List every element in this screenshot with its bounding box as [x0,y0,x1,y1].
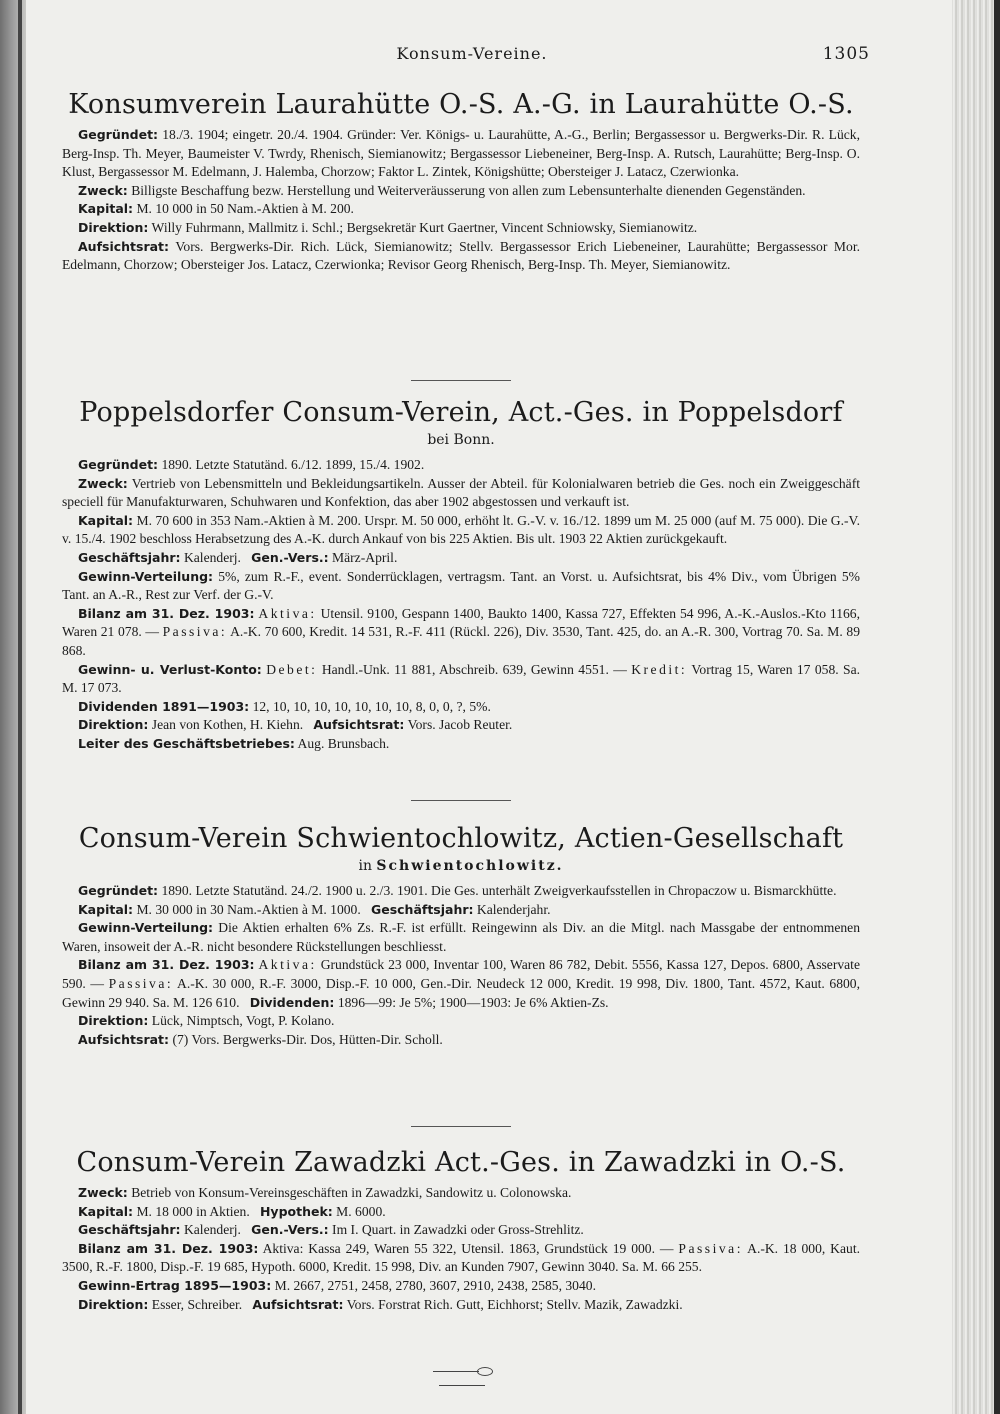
field-text: 1890. Letzte Statutänd. 6./12. 1899, 15./4. 1902. [158,457,425,472]
entry-title: Konsumverein Laurahütte O.-S. A.-G. in Laurahütte O.-S. [68,89,854,120]
entry-paragraph [62,698,860,717]
entry-title: Consum-Verein Schwientochlowitz, Actien-Gesellschaft [78,823,844,854]
field-text: Aug. Brunsbach. [294,735,390,751]
field-label: Geschäftsjahr: [370,901,474,917]
ornament-line [433,1371,479,1372]
page-edge-stack [952,0,1000,1414]
entry-paragraph [62,716,860,735]
field-text: Vors. Bergwerks-Dir. Rich. Lück, Siemianowitz; Stellv. Bergassessor Erich Liebeneiner, Laurahütte; Bergassessor Mor. Edelmann, Chorzow; Obersteiger Jos. Latacz, Czerwionka; Revisor Georg Rhenisch, Berg-Insp. Th. Meyer, Siemianowitz. [62,238,860,273]
field-label: Geschäftsjahr: [78,549,181,565]
field-text: Willy Fuhrmann, Mallmitz i. Schl.; Bergsekretär Kurt Gaertner, Vincent Schniowsky, Siemianowitz. [148,219,698,235]
entry-paragraph [62,219,860,238]
field-label: Gegründet: [78,883,159,898]
field-label: Gewinn-Ertrag 1895—1903: [78,1277,272,1293]
ornament-dot [477,1367,493,1376]
field-text: 1890. Letzte Statutänd. 24./2. 1900 u. 2./3. 1901. Die Ges. unterhält Zweigverkaufsstellen in Chropaczow u. Bismarckhütte. [158,883,837,898]
field-spaced: Aktiva: [258,605,317,621]
subtitle-place: Schwientochlowitz. [376,858,564,874]
entry-paragraph [62,549,860,568]
entry-laurahuette [62,88,860,275]
entry-subtitle: bei Bonn. [427,432,495,448]
field-spaced: Passiva: [162,624,228,640]
field-text: Kalenderj. [180,1222,241,1238]
field-text: 12, 10, 10, 10, 10, 10, 10, 10, 8, 0, 0, ?, 5%. [249,698,491,714]
entry-paragraph [62,1184,860,1203]
field-text: M. 2667, 2751, 2458, 2780, 3607, 2910, 2438, 2585, 3040. [271,1277,596,1293]
field-spaced: Passiva: [678,1240,743,1256]
entry-paragraph [62,956,860,1012]
field-label: Direktion: [78,219,149,235]
field-label: Kapital: [78,1203,134,1219]
entry-zawadzki [62,1146,860,1314]
field-label: Gewinn-Verteilung: [78,568,214,584]
field-label: Bilanz am 31. Dez. 1903: [78,1240,259,1256]
end-ornament [427,1364,497,1392]
field-label: Geschäftsjahr: [78,1222,181,1238]
section-divider [411,800,511,801]
section-divider [411,380,511,381]
field-text: Grundstück 23 000, Inventar 100, Waren 86 782, Debit. 5556, Kassa 127, Depos. 6800, Asservate 590. — [62,957,860,991]
entry-paragraph [62,182,860,201]
field-text: Vertrieb von Lebensmitteln und Bekleidungsartikeln. Ausser der Abteil. für Kolonialwaren betrieb die Ges. noch ein Zweiggeschäft speciell für Manufakturwaren, Schuhwaren und Konfektion, das aber 1902 abgestossen und verkauft ist. [62,475,860,510]
entry-paragraph [62,456,860,475]
field-text: (7) Vors. Bergwerks-Dir. Dos, Hütten-Dir. Scholl. [169,1031,443,1047]
entry-title: Consum-Verein Zawadzki Act.-Ges. in Zawadzki in O.-S. [76,1147,846,1178]
field-label: Zweck: [78,475,128,491]
field-text: Aktiva: Kassa 249, Waren 55 322, Utensil. 1863, Grundstück 19 000. — [258,1240,679,1256]
entry-paragraph [62,1277,860,1296]
field-text: M. 18 000 in Aktien. [133,1203,250,1219]
field-text: A.-K. 30 000, R.-F. 3000, Disp.-F. 10 000, Gen.-Dir. Neudeck 12 000, Kredit. 19 998, Div. 1800, Tant. 4572, Kaut. 6800, Gewinn 29 940. Sa. M. 126 610. [62,975,860,1010]
field-label: Bilanz am 31. Dez. 1903: [78,957,255,973]
field-text: M. 10 000 in 50 Nam.-Aktien à M. 200. [133,201,354,217]
field-label: Dividenden 1891—1903: [78,698,250,714]
field-label: Kapital: [78,201,134,217]
entry-paragraph [62,200,860,219]
field-spaced: Kredit: [631,661,688,677]
field-label: Gen.-Vers.: [251,1222,329,1238]
section-divider [411,1126,511,1127]
field-text: Vors. Jacob Reuter. [404,717,513,733]
field-label: Zweck: [78,1185,128,1200]
field-text: März-April. [328,549,398,565]
field-text: Lück, Nimptsch, Vogt, P. Kolano. [148,1013,335,1029]
entry-paragraph [62,1240,860,1277]
entry-paragraph [62,661,860,698]
field-label: Bilanz am 31. Dez. 1903: [78,605,255,621]
field-spaced: Passiva: [108,975,174,991]
field-label: Aufsichtsrat: [313,717,405,733]
entry-paragraph [62,126,860,182]
field-text: Die Aktien erhalten 6% Zs. R.-F. ist erfüllt. Reingewinn als Div. an die Mitgl. nach Massgabe der entnommenen Waren, insoweit der A.-R. nicht besondere Rückstellungen beschliesst. [62,920,860,954]
ornament-line [439,1385,485,1386]
entry-paragraph [62,882,860,901]
field-label: Hypothek: [259,1203,333,1219]
field-label: Gegründet: [78,457,159,472]
field-label: Gen.-Vers.: [251,549,329,565]
entry-paragraph [62,605,860,661]
page-binding-shadow [0,0,26,1414]
entry-paragraph [62,1031,860,1050]
field-label: Aufsichtsrat: [252,1296,344,1312]
field-text: Kalenderjahr. [473,901,551,917]
field-text: M. 6000. [332,1203,386,1219]
field-text: Betrieb von Konsum-Vereinsgeschäften in Zawadzki, Sandowitz u. Colonowska. [127,1185,572,1200]
field-text: Im I. Quart. in Zawadzki oder Gross-Strehlitz. [328,1222,584,1238]
entry-title: Poppelsdorfer Consum-Verein, Act.-Ges. in Poppelsdorf [79,397,843,428]
entry-schwientochlowitz [62,822,860,1049]
field-label: Direktion: [78,717,149,733]
field-text: Kalenderj. [180,549,241,565]
page-header [62,44,870,68]
field-label: Leiter des Geschäftsbetriebes: [78,735,295,751]
field-label: Kapital: [78,512,134,528]
entry-paragraph [62,238,860,275]
field-label: Gewinn- u. Verlust-Konto: [78,661,262,677]
field-text: A.-K. 70 600, Kredit. 14 531, R.-F. 411 (Rückl. 226), Div. 3530, Tant. 425, do. an A.-R. 300, Vortrag 70. Sa. M. 89 868. [62,624,860,658]
entry-subtitle [62,856,860,876]
field-text: Billigste Beschaffung bezw. Herstellung und Weiterveräusserung von allen zum Lebensunterhalte dienenden Gegenständen. [127,182,806,198]
page-binding-edge [18,0,22,1414]
field-label: Aufsichtsrat: [78,1031,170,1047]
field-label: Aufsichtsrat: [78,238,170,254]
entry-poppelsdorf [62,396,860,754]
page-edge-dark [994,0,1000,1414]
field-text: Vors. Forstrat Rich. Gutt, Eichhorst; Stellv. Mazik, Zawadzki. [343,1296,683,1312]
field-text: Handl.-Unk. 11 881, Abschreib. 639, Gewinn 4551. — [317,661,632,677]
field-text: Esser, Schreiber. [148,1296,243,1312]
field-spaced: Aktiva: [258,957,317,973]
field-text: A.-K. 18 000, Kaut. 3500, R.-F. 1800, Disp.-F. 19 685, Hypoth. 6000, Kredit. 15 998, Div. an Kunden 7907, Gewinn 3040. Sa. M. 66 255. [62,1240,861,1275]
page-number: 1305 [822,44,870,64]
field-spaced: Debet: [266,661,318,677]
entry-paragraph [62,1203,860,1222]
field-label: Direktion: [78,1013,149,1029]
entry-paragraph [62,568,860,605]
entry-paragraph [62,901,860,920]
field-text: 1896—99: Je 5%; 1900—1903: Je 6% Aktien-Zs. [334,994,609,1010]
entry-paragraph [62,512,860,549]
field-text: M. 70 600 in 353 Nam.-Aktien à M. 200. Urspr. M. 50 000, erhöht lt. G.-V. v. 16./12. 1899 um M. 25 000 (auf M. 75 000). Die G.-V. v. 15./4. 1902 beschloss Herabsetzung des A.-K. durch Ankauf von bis 225 Aktien. Bis ult. 1903 22 Aktien zurückgekauft. [62,512,860,547]
field-text: 18./3. 1904; eingetr. 20./4. 1904. Gründer: Ver. Königs- u. Laurahütte, A.-G., Berlin; Bergassessor u. Bergwerks-Dir. R. Lück, Berg-Insp. Th. Meyer, Baumeister V. Twrdy, Rhenisch, Siemianowitz; Bergassessor Liebeneiner, Berg-Insp. A. Rutsch, Laurahütte; Berg-Insp. O. Klust, Bergassessor M. Edelmann, J. Halemba, Chorzow; Faktor L. Zintek, Königshütte; Obersteiger J. Latacz, Czerwionka. [62,127,860,180]
entry-paragraph [62,475,860,512]
field-text: Vortrag 15, Waren 17 058. Sa. M. 17 073. [62,661,861,696]
field-text: M. 30 000 in 30 Nam.-Aktien à M. 1000. [133,901,361,917]
running-title: Konsum-Vereine. [396,44,548,63]
field-label: Direktion: [78,1296,149,1312]
field-text: Utensil. 9100, Gespann 1400, Baukto 1400, Kassa 727, Effekten 54 996, A.-K.-Auslos.-Kto 1166, Waren 21 078. — [62,605,860,640]
field-label: Gewinn-Verteilung: [78,920,214,936]
field-label: Gegründet: [78,127,159,142]
entry-paragraph [62,735,860,754]
entry-paragraph [62,1296,860,1315]
entry-paragraph [62,1221,860,1240]
field-label: Dividenden: [249,994,335,1010]
field-text: 5%, zum R.-F., event. Sonderrücklagen, vertragsm. Tant. an Vorst. u. Aufsichtsrat, bis 4% Div., vom Übrigen 5% Tant. an A.-R., Rest zur Verf. der G.-V. [62,568,860,603]
entry-paragraph [62,1012,860,1031]
subtitle-prefix: in [358,858,372,874]
field-text: Jean von Kothen, H. Kiehn. [148,717,304,733]
field-label: Kapital: [78,901,134,917]
field-label: Zweck: [78,182,128,198]
entry-paragraph [62,919,860,956]
